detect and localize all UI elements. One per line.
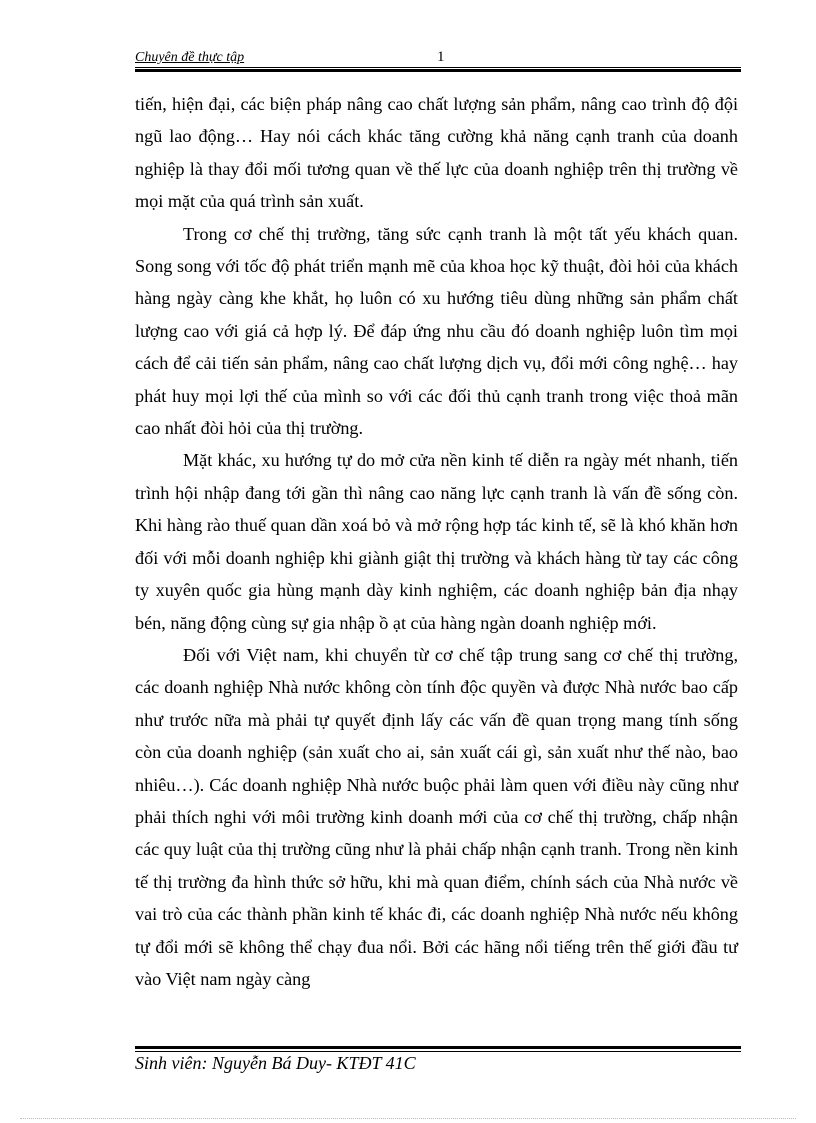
header-rule-thick (135, 69, 741, 72)
paragraph-2: Trong cơ chế thị trường, tăng sức cạnh tranh là một tất yếu khách quan. Song song với tốc độ phát triển mạnh mẽ của khoa học kỹ thuật, đòi hỏi của khách hàng ngày càng khe khắt, họ luôn có xu hướng tiêu dùng những sản phẩm chất lượng cao với giá cả hợp lý. Để đáp ứng nhu cầu đó doanh nghiệp luôn tìm mọi cách để cải tiến sản phẩm, nâng cao chất lượng dịch vụ, đổi mới công nghệ… hay phát huy mọi lợi thế của mình so với các đối thủ cạnh tranh trong việc thoả mãn cao nhất đòi hỏi của thị trường. (135, 223, 738, 439)
page-bottom-border (20, 1118, 796, 1119)
paragraph-4: Đối với Việt nam, khi chuyển từ cơ chế tập trung sang cơ chế thị trường, các doanh nghiệp Nhà nước không còn tính độc quyền và được Nhà nước bao cấp như trước nữa mà phải tự quyết định lấy các vấn đề quan trọng mang tính sống còn của doanh nghiệp (sản xuất cho ai, sản xuất cái gì, sản xuất như thế nào, bao nhiêu…). Các doanh nghiệp Nhà nước buộc phải làm quen với điều này cũng như phải thích nghi với môi trường kinh doanh mới của cơ chế thị trường, chấp nhận các quy luật của thị trường cũng như là phải chấp nhận cạnh tranh. Trong nền kinh tế thị trường đa hình thức sở hữu, khi mà quan điểm, chính sách của Nhà nước về vai trò của các thành phần kinh tế khác đi, các doanh nghiệp Nhà nước nếu không tự đổi mới sẽ không thể chạy đua nổi. Bởi các hãng nổi tiếng trên thế giới đầu tư vào Việt nam ngày càng (135, 644, 738, 989)
header-title: Chuyên đề thực tập (135, 50, 245, 65)
footer-rule-thick (135, 1046, 741, 1049)
footer-student-info: Sinh viên: Nguyễn Bá Duy- KTĐT 41C (135, 1053, 416, 1073)
page-number: 1 (437, 49, 445, 65)
footer-rule-thin (135, 1051, 741, 1052)
document-body (135, 88, 738, 995)
header-rule-thin (135, 67, 741, 68)
paragraph-3: Mặt khác, xu hướng tự do mở cửa nền kinh tế diễn ra ngày mét nhanh, tiến trình hội nhập đang tới gần thì nâng cao năng lực cạnh tranh là vấn đề sống còn. Khi hàng rào thuế quan dần xoá bỏ và mở rộng hợp tác kinh tế, sẽ là khó khăn hơn đối với mỗi doanh nghiệp khi giành giật thị trường và khách hàng từ tay các công ty xuyên quốc gia hùng mạnh dày kinh nghiệm, các doanh nghiệp bản địa nhạy bén, năng động cùng sự gia nhập ồ ạt của hàng ngàn doanh nghiệp mới. (135, 450, 738, 633)
paragraph-1: tiến, hiện đại, các biện pháp nâng cao chất lượng sản phẩm, nâng cao trình độ đội ngũ lao động… Hay nói cách khác tăng cường khả năng cạnh tranh của doanh nghiệp là thay đổi mối tương quan về thế lực của doanh nghiệp trên thị trường về mọi mặt của quá trình sản xuất. (135, 94, 738, 212)
